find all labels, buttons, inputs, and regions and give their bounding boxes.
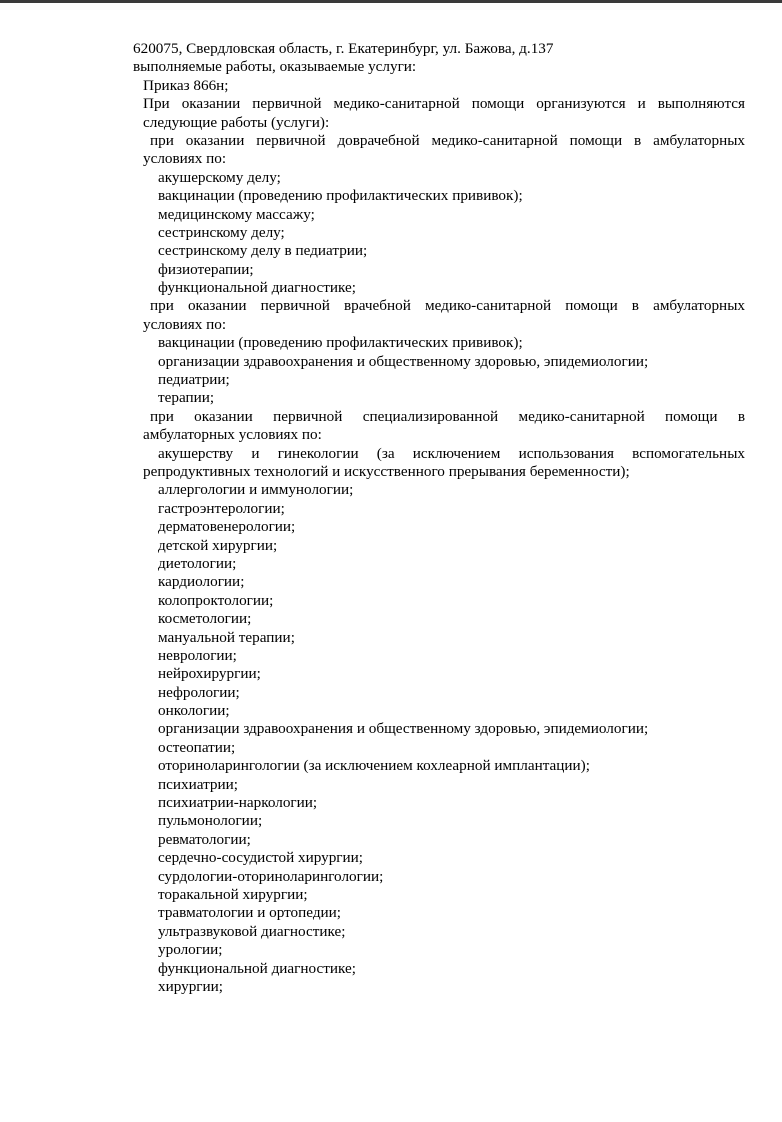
list-item: торакальной хирургии; [158,885,308,903]
list-item: нейрохирургии; [158,665,261,683]
document-page [0,40,782,996]
list-item: хирургии; [158,977,224,995]
section3-heading-line-1: при оказании первичной специализированной медико-санитарной помощи в [150,407,745,425]
list-item: дерматовенерологии; [158,518,296,536]
list-item: сестринскому делу в педиатрии; [158,242,368,260]
section3-first-item-line-2: репродуктивных технологий и искусственного прерывания беременности); [143,462,630,480]
list-item: ультразвуковой диагностике; [158,922,346,940]
list-item: онкологии; [158,702,230,720]
list-item: терапии; [158,389,215,407]
list-item: неврологии; [158,646,237,664]
list-item: пульмонологии; [158,812,263,830]
list-item: диетологии; [158,554,237,572]
list-item: педиатрии; [158,371,230,389]
list-item: косметологии; [158,610,252,628]
section1-heading-line-2: условиях по: [143,150,227,168]
list-item: оториноларингологии (за исключением кохлеарной имплантации); [158,757,590,775]
list-item: сурдологии-оториноларингологии; [158,867,384,885]
section3-heading-line-2: амбулаторных условиях по: [143,426,322,444]
list-item: гастроэнтерологии; [158,499,285,517]
order-line: Приказ 866н; [143,76,229,94]
list-item: вакцинации (проведению профилактических прививок); [158,334,523,352]
list-item: урологии; [158,941,223,959]
list-item: акушерскому делу; [158,168,281,186]
list-item: сестринскому делу; [158,223,285,241]
list-item: медицинскому массажу; [158,205,315,223]
list-item: травматологии и ортопедии; [158,904,342,922]
list-item: детской хирургии; [158,536,278,554]
list-item: функциональной диагностике; [158,959,356,977]
section2-heading-line-2: условиях по: [143,315,227,333]
list-item: организации здравоохранения и общественному здоровью, эпидемиологии; [158,720,649,738]
works-heading: выполняемые работы, оказываемые услуги: [133,58,417,76]
list-item: физиотерапии; [158,260,254,278]
section2-heading-line-1: при оказании первичной врачебной медико-санитарной помощи в амбулаторных [150,297,745,315]
list-item: остеопатии; [158,738,236,756]
list-item: сердечно-сосудистой хирургии; [158,849,364,867]
section1-heading-line-1: при оказании первичной доврачебной медико-санитарной помощи в амбулаторных [150,131,745,149]
section3-first-item-line-1: акушерству и гинекологии (за исключением использования вспомогательных [158,444,745,462]
list-item: вакцинации (проведению профилактических прививок); [158,187,523,205]
list-item: психиатрии-наркологии; [158,794,318,812]
list-item: нефрологии; [158,683,240,701]
list-item: психиатрии; [158,775,238,793]
list-item: ревматологии; [158,830,251,848]
window-top-border [0,0,782,3]
intro-line-1: При оказании первичной медико-санитарной помощи организуются и выполняются [143,95,745,113]
list-item: функциональной диагностике; [158,279,356,297]
intro-line-2: следующие работы (услуги): [143,113,330,131]
address-line: 620075, Свердловская область, г. Екатеринбург, ул. Бажова, д.137 [133,40,554,57]
list-item: мануальной терапии; [158,628,295,646]
list-item: колопроктологии; [158,591,274,609]
list-item: аллергологии и иммунологии; [158,481,354,499]
list-item: кардиологии; [158,573,245,591]
list-item: организации здравоохранения и общественному здоровью, эпидемиологии; [158,352,649,370]
